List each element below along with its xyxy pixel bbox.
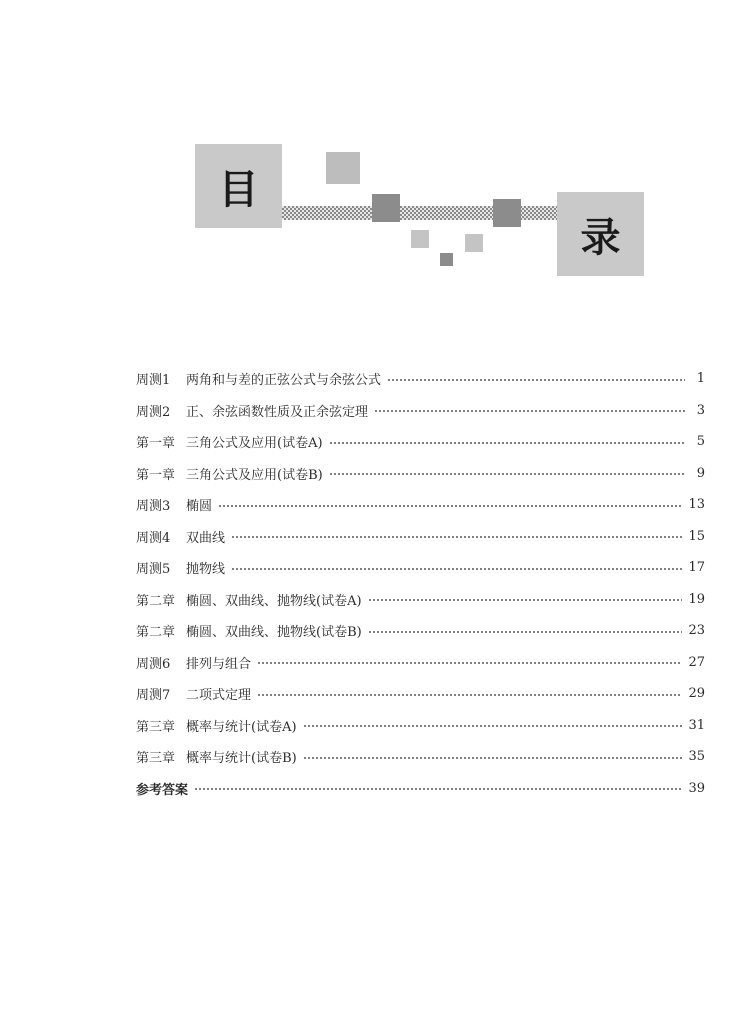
- toc-page-number: 19: [688, 591, 705, 607]
- toc-label: 周测4: [136, 530, 171, 546]
- toc-entry-answers[interactable]: [136, 773, 705, 805]
- toc-title: 正、余弦函数性质及正余弦定理: [186, 404, 369, 420]
- toc-entry[interactable]: [136, 458, 705, 490]
- leader-dots: [194, 788, 682, 790]
- toc-entry[interactable]: [136, 584, 705, 616]
- toc-page-number: 35: [688, 749, 705, 765]
- toc-label: 第二章: [136, 625, 176, 641]
- leader-dots: [257, 662, 682, 664]
- toc-label: 周测7: [136, 688, 171, 704]
- toc-label: 周测5: [136, 562, 171, 578]
- toc-label: 第二章: [136, 593, 176, 609]
- toc-page-number: 29: [688, 686, 705, 702]
- toc-title: 三角公式及应用(试卷B): [186, 467, 323, 483]
- toc-page-number: 17: [688, 560, 705, 576]
- toc-title: 双曲线: [186, 530, 226, 546]
- toc-label: 第三章: [136, 719, 176, 735]
- leader-dots: [231, 536, 682, 538]
- toc-title: 抛物线: [186, 562, 226, 578]
- decorative-square: [411, 230, 429, 248]
- toc-page-number: 9: [696, 465, 705, 481]
- toc-entry[interactable]: [136, 521, 705, 553]
- decorative-square: [372, 194, 400, 222]
- leader-dots: [218, 505, 682, 507]
- toc-label: 第一章: [136, 436, 176, 452]
- toc-entry[interactable]: [136, 395, 705, 427]
- toc-entry[interactable]: [136, 615, 705, 647]
- title-char-mu: 目: [195, 144, 282, 228]
- leader-dots: [387, 379, 685, 381]
- toc-page-number: 1: [696, 371, 705, 387]
- toc-page-number: 31: [688, 717, 705, 733]
- toc-title: 两角和与差的正弦公式与余弦公式: [186, 373, 382, 389]
- toc-entry[interactable]: [136, 552, 705, 584]
- contents-header: [0, 0, 744, 300]
- toc-entry[interactable]: [136, 710, 705, 742]
- toc-entry[interactable]: [136, 647, 705, 679]
- leader-dots: [329, 473, 685, 475]
- toc-page-number: 3: [696, 402, 705, 418]
- toc-title: 椭圆、双曲线、抛物线(试卷A): [186, 593, 362, 609]
- toc-page-number: 23: [688, 623, 705, 639]
- toc-title: 二项式定理: [186, 688, 252, 704]
- toc-page-number: 27: [688, 654, 705, 670]
- leader-dots: [257, 694, 682, 696]
- toc-label: 周测2: [136, 404, 171, 420]
- leader-dots: [303, 757, 683, 759]
- toc-title: 椭圆、双曲线、抛物线(试卷B): [186, 625, 362, 641]
- decorative-square: [326, 152, 360, 184]
- toc-entry[interactable]: [136, 426, 705, 458]
- toc-title: 参考答案: [136, 782, 189, 798]
- toc-page-number: 15: [688, 528, 705, 544]
- toc-label: 第一章: [136, 467, 176, 483]
- toc-title: 三角公式及应用(试卷A): [186, 436, 323, 452]
- leader-dots: [231, 568, 682, 570]
- toc-title: 排列与组合: [186, 656, 252, 672]
- table-of-contents: [136, 363, 705, 804]
- decorative-square: [440, 253, 453, 266]
- toc-title: 概率与统计(试卷A): [186, 719, 297, 735]
- leader-dots: [329, 442, 685, 444]
- toc-entry[interactable]: [136, 741, 705, 773]
- toc-title: 概率与统计(试卷B): [186, 751, 297, 767]
- toc-entry[interactable]: [136, 678, 705, 710]
- toc-page-number: 13: [688, 497, 705, 513]
- toc-title: 椭圆: [186, 499, 213, 515]
- decorative-square: [465, 234, 483, 252]
- toc-label: 周测6: [136, 656, 171, 672]
- toc-page-number: 5: [696, 434, 705, 450]
- toc-label: 第三章: [136, 751, 176, 767]
- toc-label: 周测1: [136, 373, 171, 389]
- toc-entry[interactable]: [136, 489, 705, 521]
- leader-dots: [303, 725, 683, 727]
- toc-page-number: 39: [688, 780, 705, 796]
- toc-label: 周测3: [136, 499, 171, 515]
- leader-dots: [374, 410, 685, 412]
- leader-dots: [368, 599, 683, 601]
- toc-entry[interactable]: [136, 363, 705, 395]
- decorative-square: [493, 199, 521, 227]
- title-char-lu: 录: [557, 192, 644, 276]
- leader-dots: [368, 631, 683, 633]
